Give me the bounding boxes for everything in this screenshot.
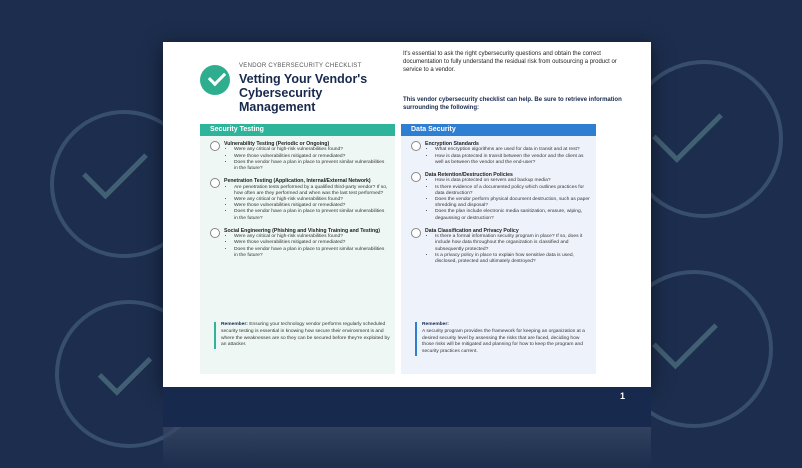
- item-title: Social Engineering (Phishing and Vishing Training and Testing): [224, 227, 381, 234]
- checklist-item: [200, 228, 395, 259]
- bullet: • Does the vendor have a plan in place to prevent similar vulnerabilities in the future?: [234, 209, 389, 221]
- remember-text: A security program provides the framework for keeping an organization at a desired security level by assessing the risks that are faced, deciding how those risks will be mitigated and planning for how to keep the program and security practices current.: [422, 328, 585, 355]
- checkbox-circle-icon[interactable]: [411, 228, 421, 238]
- item-title: Penetration Testing (Application, Internal/External Network): [224, 178, 371, 185]
- bullet: • Does the vendor have a plan in place to prevent similar vulnerabilities in the future?: [234, 160, 389, 172]
- bullet: • Were any critical or high-risk vulnerabilities found?: [234, 197, 389, 203]
- item-title: Data Classification and Privacy Policy: [425, 227, 519, 234]
- checklist-item: [401, 141, 596, 166]
- bullet: • Does the vendor perform physical document destruction, such as paper shredding and disposal?: [435, 197, 590, 209]
- intro-bold-paragraph: This vendor cybersecurity checklist can help. Be sure to retrieve information surrounding the following:: [403, 97, 622, 111]
- checklist-item: [401, 172, 596, 222]
- item-title: Vulnerability Testing (Periodic or Ongoing): [224, 141, 330, 147]
- checkbox-circle-icon[interactable]: [411, 172, 421, 182]
- bullet: • Were any critical or high-risk vulnerabilities found?: [234, 147, 389, 153]
- remember-text: Ensuring your technology vendor performs regularly scheduled security testing is essential in knowing how secure their environment is and where the weaknesses are so they can be secured before they're exploited by an attacker.: [221, 322, 390, 348]
- remember-note: [415, 322, 592, 356]
- bullet: • Does the plan include electronic media sanitization, erasure, wiping, degaussing or destruction?: [435, 209, 590, 221]
- bullet: • Does the vendor have a plan in place to prevent similar vulnerabilities in the future?: [234, 247, 389, 259]
- bullet: • Is there a formal information security program in place? If so, does it include how data throughout the organization is classified and subsequently protected?: [435, 234, 590, 253]
- page-number: 1: [619, 391, 625, 401]
- data-security-column: [401, 124, 596, 374]
- bullet: • Are penetration tests performed by a qualified third-party vendor? If so, how often are they performed and when was the last test performed?: [234, 185, 389, 197]
- checklist-item: [200, 141, 395, 172]
- bullet: • Is a privacy policy in place to explain how sensitive data is used, disclosed, protected and ultimately destroyed?: [435, 253, 590, 265]
- checkmark-logo-icon: [200, 65, 230, 95]
- column-heading: Security Testing: [200, 124, 395, 136]
- item-title: Encryption Standards: [425, 141, 479, 147]
- column-heading: Data Security: [401, 124, 596, 136]
- bullet: • Were those vulnerabilities mitigated or remediated?: [234, 154, 389, 160]
- bullet: • What encryption algorithms are used for data in transit and at rest?: [435, 147, 590, 153]
- bullet: • How is data protected on servers and backup media?: [435, 178, 590, 184]
- document-footer: [163, 387, 651, 427]
- document-reflection: [163, 427, 651, 468]
- checkbox-circle-icon[interactable]: [210, 228, 220, 238]
- remember-note: [214, 322, 391, 349]
- checkbox-circle-icon[interactable]: [411, 141, 421, 151]
- bullet: • Were those vulnerabilities mitigated or remediated?: [234, 203, 389, 209]
- checklist-document: [163, 42, 651, 387]
- intro-paragraph: It's essential to ask the right cybersecurity questions and obtain the correct documentation to fully understand the residual risk from outsourcing a product or service to a vendor.: [403, 51, 617, 73]
- bullet: • Were those vulnerabilities mitigated or remediated?: [234, 240, 389, 246]
- security-testing-column: [200, 124, 395, 374]
- checkbox-circle-icon[interactable]: [210, 178, 220, 188]
- bullet: • Is there evidence of a documented policy which outlines practices for data destruction?: [435, 185, 590, 197]
- document-eyebrow: VENDOR CYBERSECURITY CHECKLIST: [239, 63, 362, 69]
- item-title: Data Retention/Destruction Policies: [425, 172, 513, 179]
- bullet: • Were any critical or high-risk vulnerabilities found?: [234, 234, 389, 240]
- checkbox-circle-icon[interactable]: [210, 141, 220, 151]
- checklist-item: [200, 178, 395, 222]
- document-title: Vetting Your Vendor's Cybersecurity Management: [239, 72, 368, 114]
- remember-label: Remember:: [221, 322, 248, 327]
- remember-label: Remember:: [422, 322, 449, 327]
- bullet: • How is data protected in transit between the vendor and the client as well as between the vendor and the end-user?: [435, 154, 590, 166]
- checklist-item: [401, 228, 596, 265]
